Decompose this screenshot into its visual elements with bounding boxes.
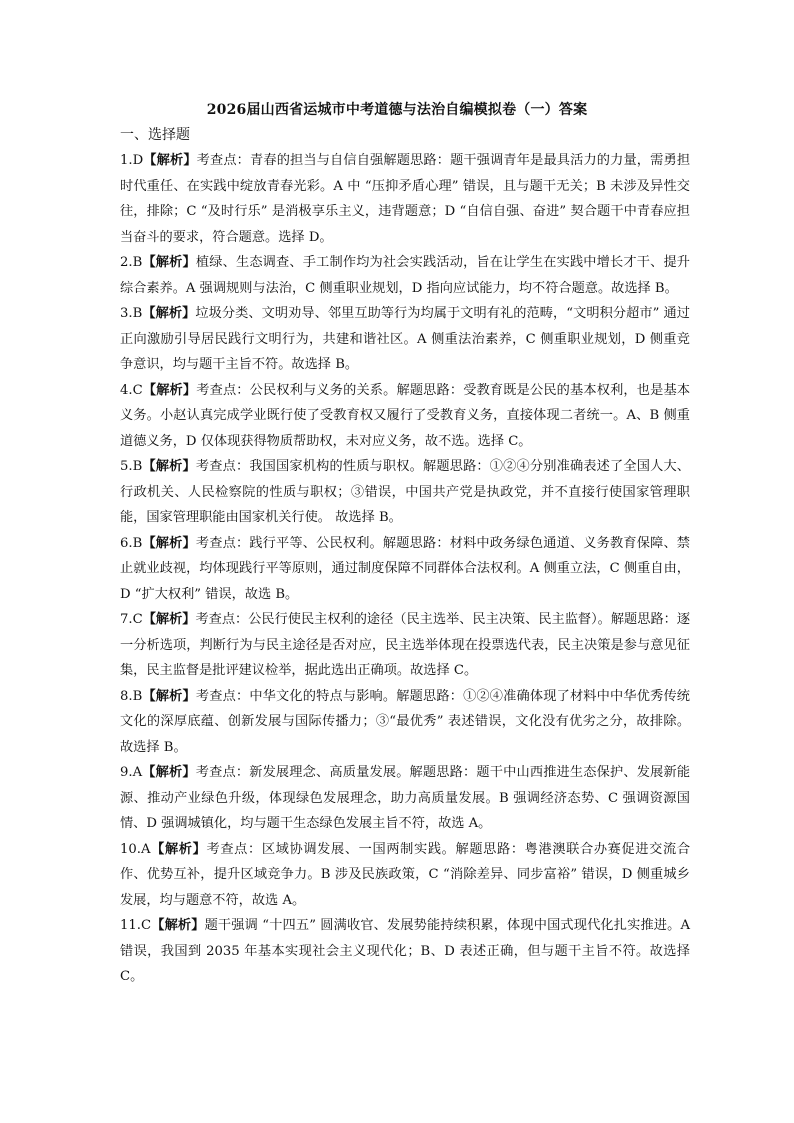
answer-item [120,760,690,837]
answer-number: 7.C [120,612,143,627]
answer-explanation: 植绿、生态调查、手工制作均为社会实践活动，旨在让学生在实践中增长才干、提升综合素养。A 强调规则与法治，C 侧重职业规划，D 指向应试能力，均不符合题意。故选择 B。 [120,255,690,296]
analysis-tag: 【解析】 [142,612,196,627]
analysis-tag: 【解析】 [142,688,196,704]
analysis-tag: 【解析】 [142,382,197,398]
answer-item [120,301,690,378]
answer-item [120,378,690,455]
answer-explanation: 考查点：青春的担当与自信自强解题思路：题干强调青年是最具活力的力量，需勇担时代重任、在实践中绽放青春光彩。A 中 “压抑矛盾心理” 错误，且与题干无关；B 未涉及异性交往，排除；C “及时行乐” 是消极享乐主义，违背题意；D “自信自强、奋进” 契合题干中青春应担当奋斗的要求，符合题意。选择 D。 [120,153,691,245]
answer-item [120,684,690,761]
answer-number: 8.B [120,688,143,704]
analysis-tag: 【解析】 [142,306,196,321]
answer-item [120,607,690,684]
answer-number: 5.B [120,459,143,474]
answer-number: 6.B [120,535,143,551]
answer-item [120,454,690,531]
analysis-tag: 【解析】 [151,918,205,933]
answer-number: 10.A [120,841,151,857]
analysis-tag: 【解析】 [142,765,196,780]
answer-number: 9.A [120,765,143,780]
analysis-tag: 【解析】 [150,841,207,857]
answer-item [120,148,690,250]
answer-explanation: 考查点：我国国家机构的性质与职权。解题思路：①②④分别准确表述了全国人大、行政机关、人民检察院的性质与职权；③错误，中国共产党是执政党，并不直接行使国家管理职能，国家管理职能由国家机关行使。 故选择 B。 [120,459,690,525]
answer-explanation: 考查点：公民行使民主权利的途径（民主选举、民主决策、民主监督）。解题思路：逐一分析选项，判断行为与民主途径是否对应，民主选举体现在投票选代表，民主决策是参与意见征集，民主监督是批评建议检举，据此选出正确项。故选择 C。 [120,612,691,678]
answer-list [120,148,690,990]
answer-item [120,913,690,990]
answer-explanation: 垃圾分类、文明劝导、邻里互助等行为均属于文明有礼的范畴，“文明积分超市” 通过正向激励引导居民践行文明行为，共建和谐社区。A 侧重法治素养，C 侧重职业规划，D 侧重竞争意识，均与题干主旨不符。故选择 B。 [120,306,690,372]
answer-number: 11.C [120,918,152,933]
answer-number: 3.B [120,306,143,321]
answer-explanation: 考查点：中华文化的特点与影响。解题思路：①②④准确体现了材料中中华优秀传统文化的深厚底蕴、创新发展与国际传播力；③“最优秀” 表述错误，文化没有优劣之分，故排除。故选择 B。 [120,688,690,755]
answer-number: 4.C [120,382,143,398]
analysis-tag: 【解析】 [143,153,197,168]
document-title: 2026届山西省运城市中考道德与法治自编模拟卷（一）答案 [206,102,588,118]
answer-explanation: 考查点：践行平等、公民权利。解题思路：材料中政务绿色通道、义务教育保障、禁止就业歧视，均体现践行平等原则，通过制度保障不同群体合法权利。A 侧重立法，C 侧重自由，D “扩大权利” 错误，故选 B。 [120,535,690,602]
analysis-tag: 【解析】 [142,459,196,474]
answer-item [120,837,690,914]
answer-item [120,250,690,301]
answer-explanation: 题干强调 “十四五” 圆满收官、发展势能持续积累，体现中国式现代化扎实推进。A 错误，我国到 2035 年基本实现社会主义现代化；B、D 表述正确，但与题干主旨不符。故选择 C。 [120,918,691,984]
section-heading: 一、选择题 [120,127,190,143]
analysis-tag: 【解析】 [142,255,196,270]
answer-explanation: 考查点：区域协调发展、一国两制实践。解题思路：粤港澳联合办赛促进交流合作、优势互补，提升区域竞争力。B 涉及民族政策，C “消除差异、同步富裕” 错误，D 侧重城乡发展，均与题意不符，故选 A。 [120,841,691,908]
answer-item [120,531,690,608]
answer-explanation: 考查点：新发展理念、高质量发展。解题思路：题干中山西推进生态保护、发展新能源、推动产业绿色升级，体现绿色发展理念，助力高质量发展。B 强调经济态势、C 强调资源国情、D 强调城镇化，均与题干生态绿色发展主旨不符，故选 A。 [120,765,691,831]
answer-number: 1.D [120,153,144,168]
answer-explanation: 考查点：公民权利与义务的关系。解题思路：受教育既是公民的基本权利，也是基本义务。小赵认真完成学业既行使了受教育权又履行了受教育义务，直接体现二者统一。A、B 侧重道德义务，D 仅体现获得物质帮助权，未对应义务，故不选。选择 C。 [120,382,691,449]
analysis-tag: 【解析】 [142,535,196,551]
answer-number: 2.B [120,255,143,270]
